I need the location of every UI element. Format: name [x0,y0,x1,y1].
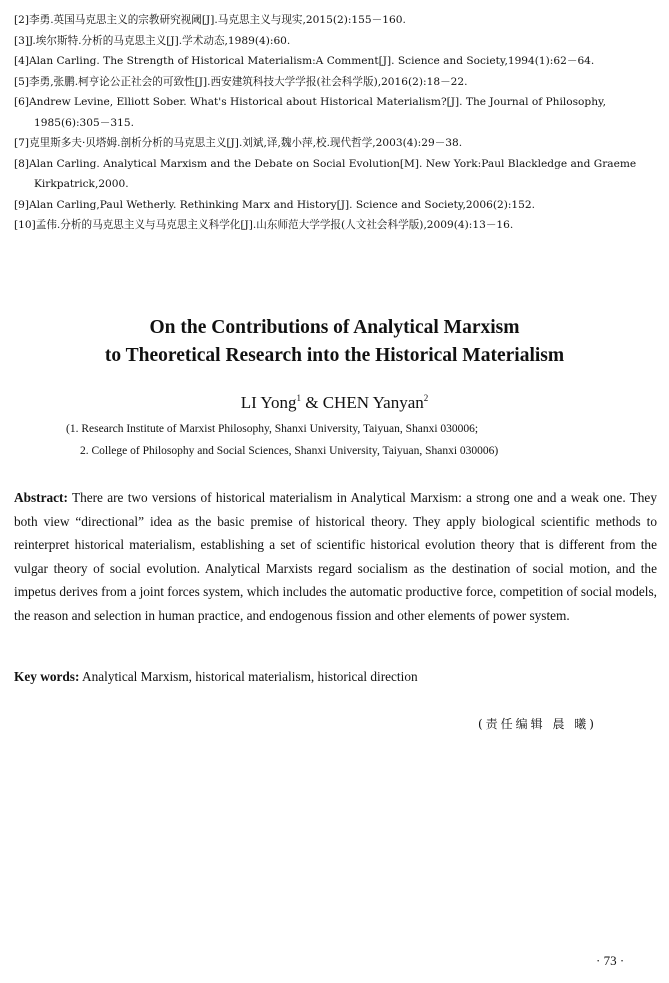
author-1: LI Yong [240,393,297,412]
reference-item: [3]J.埃尔斯特.分析的马克思主义[J].学术动态,1989(4):60. [14,34,291,47]
abstract-text: There are two versions of historical materialism in Analytical Marxism: a strong one and a weak one. They both view “directional” idea as the basic premise of historical theory. They apply biological scientific methods to reinterpret historical materialism, establishing a set of scientific historical evolution theory that is different from the vulgar theory of social evolution. Analytical Marxists regard socialism as the destination of social motion, and the impetus derives from a joint forces system, which includes the automatic productive force, competition of social models, the reason and selection in human practice, and endogenous fission and other elements of power system. [14,490,657,623]
reference-item: [5]李勇,张鹏.柯亨论公正社会的可致性[J].西安建筑科技大学学报(社会科学版),2016(2):18－22. [14,75,468,88]
abstract [14,486,657,628]
affiliation-2: 2. College of Philosophy and Social Sciences, Shanxi University, Taiyuan, Shanxi 030006) [80,445,499,457]
reference-item: [7]克里斯多夫·贝塔姆.剖析分析的马克思主义[J].刘斌,译,魏小萍,校.现代哲学,2003(4):29－38. [14,137,463,149]
author-2: CHEN Yanyan [322,393,424,412]
keywords [14,669,657,685]
author-line [0,393,669,413]
reference-list [14,10,658,236]
reference-item: [8]Alan Carling. Analytical Marxism and the Debate on Social Evolution[M]. New York:Paul Blackledge and Graeme [14,157,637,170]
author-2-affiliation-mark: 2 [423,393,429,403]
article-title [0,314,669,370]
reference-item-continuation: Kirkpatrick,2000. [34,178,129,190]
reference-item-continuation: 1985(6):305－315. [34,116,134,129]
author-separator: & [300,393,323,412]
abstract-label: Abstract: [14,490,68,505]
affiliation-1: (1. Research Institute of Marxist Philosophy, Shanxi University, Taiyuan, Shanxi 030006; [66,423,479,435]
reference-item: [2]李勇.英国马克思主义的宗教研究视阈[J].马克思主义与现实,2015(2):155－160. [14,14,406,26]
reference-item: [10]孟伟.分析的马克思主义与马克思主义科学化[J].山东师范大学学报(人文社会科学版),2009(4):13－16. [14,219,514,231]
affiliations [66,418,626,462]
author-1-affiliation-mark: 1 [296,393,301,403]
title-line-1: On the Contributions of Analytical Marxism [149,317,520,338]
reference-item: [9]Alan Carling,Paul Wetherly. Rethinking Marx and History[J]. Science and Society,2006(2):152. [14,198,535,211]
reference-item: [4]Alan Carling. The Strength of Historical Materialism:A Comment[J]. Science and Society,1994(1):62－64. [14,55,595,67]
reference-item: [6]Andrew Levine, Elliott Sober. What's Historical about Historical Materialism?[J]. The Journal of Philosophy, [14,96,606,108]
title-line-2: to Theoretical Research into the Historical Materialism [104,345,565,366]
page-number: · 73 · [596,953,625,968]
keywords-label: Key words: [14,669,80,684]
keywords-text: Analytical Marxism, historical materialism, historical direction [79,669,418,684]
responsible-editor: (责任编辑 晨 曦) [478,717,597,731]
